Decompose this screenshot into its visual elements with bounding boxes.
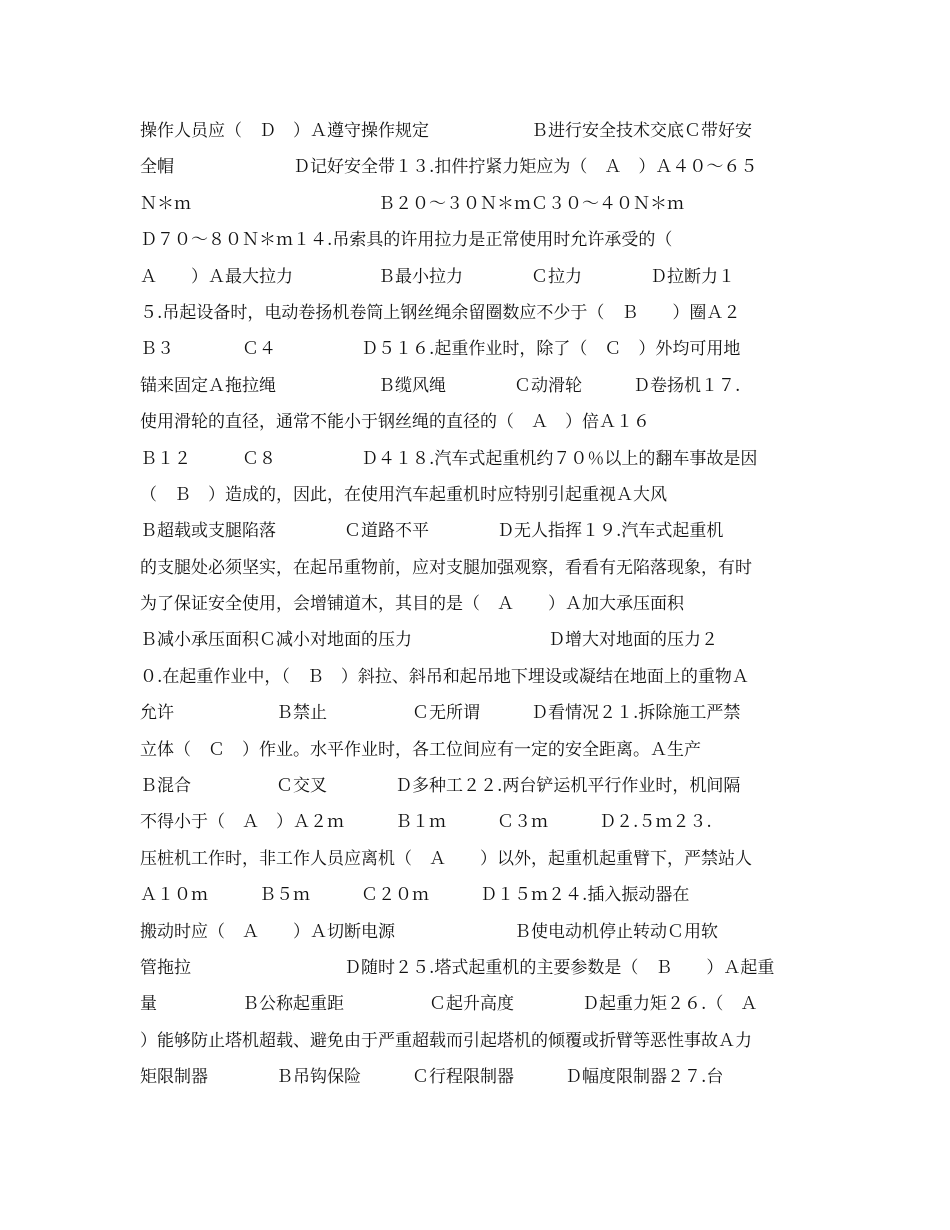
text-line: 操作人员应（ Ｄ ）Ａ遵守操作规定 Ｂ进行安全技术交底Ｃ带好安 — [140, 121, 752, 141]
text-line: Ｂ混合 Ｃ交叉 Ｄ多种工２２.两台铲运机平行作业时，机间隔 — [140, 776, 741, 797]
text-line: 立体（ Ｃ ）作业。水平作业时，各工位间应有一定的安全距离。Ａ生产 — [140, 739, 701, 760]
text-line: Ｂ１２ Ｃ８ Ｄ４１８.汽车式起重机约７０％以上的翻车事故是因 — [140, 448, 758, 469]
text-line: 压桩机工作时，非工作人员应离机（ Ａ ）以外，起重机起重臂下，严禁站人 — [140, 848, 752, 869]
text-line: ）能够防止塔机超载、避免由于严重超载而引起塔机的倾覆或折臂等恶性事故Ａ力 — [140, 1030, 752, 1051]
text-line: Ｄ７０～８０Ｎ＊ｍ１４.吊索具的许用拉力是正常使用时允许承受的（ — [140, 230, 673, 251]
text-line: 全帽 Ｄ记好安全带１３.扣件拧紧力矩应为（ Ａ ）Ａ４０～６５ — [140, 157, 758, 178]
text-line: 的支腿处必须坚实，在起吊重物前，应对支腿加强观察，看看有无陷落现象，有时 — [140, 557, 752, 578]
text-line: Ｎ＊ｍ Ｂ２０～３０Ｎ＊ｍＣ３０～４０Ｎ＊ｍ — [140, 193, 684, 214]
text-line: ０.在起重作业中，（ Ｂ ）斜拉、斜吊和起吊地下埋设或凝结在地面上的重物Ａ — [140, 666, 749, 687]
text-line: Ａ ）Ａ最大拉力 Ｂ最小拉力 Ｃ拉力 Ｄ拉断力１ — [140, 266, 735, 287]
text-line: （ Ｂ ）造成的，因此，在使用汽车起重机时应特别引起重视Ａ大风 — [140, 484, 667, 505]
document-body — [140, 113, 810, 1096]
text-line: 矩限制器 Ｂ吊钩保险 Ｃ行程限制器 Ｄ幅度限制器２７.台 — [140, 1067, 724, 1088]
text-line: 为了保证安全使用，会增铺道木，其目的是（ Ａ ）Ａ加大承压面积 — [140, 594, 684, 615]
text-line: 使用滑轮的直径，通常不能小于钢丝绳的直径的（ Ａ ）倍Ａ１６ — [140, 412, 650, 433]
text-line: Ｂ超载或支腿陷落 Ｃ道路不平 Ｄ无人指挥１９.汽车式起重机 — [140, 521, 724, 542]
text-line: 搬动时应（ Ａ ）Ａ切断电源 Ｂ使电动机停止转动Ｃ用软 — [140, 921, 718, 942]
text-line: 不得小于（ Ａ ）Ａ２ｍ Ｂ１ｍ Ｃ３ｍ Ｄ２.５ｍ２３. — [140, 812, 712, 833]
text-line: ５.吊起设备时，电动卷扬机卷筒上钢丝绳余留圈数应不少于（ Ｂ ）圈Ａ２ — [140, 302, 741, 323]
text-line: 管拖拉 Ｄ随时２５.塔式起重机的主要参数是（ Ｂ ）Ａ起重 — [140, 957, 775, 978]
text-line: Ｂ减小承压面积Ｃ减小对地面的压力 Ｄ增大对地面的压力２ — [140, 630, 718, 651]
text-line: Ｂ３ Ｃ４ Ｄ５１６.起重作业时，除了（ Ｃ ）外均可用地 — [140, 339, 741, 360]
text-line: 锚来固定Ａ拖拉绳 Ｂ缆风绳 Ｃ动滑轮 Ｄ卷扬机１７. — [140, 375, 741, 396]
text-line: 量 Ｂ公称起重距 Ｃ起升高度 Ｄ起重力矩２６.（ Ａ — [140, 994, 758, 1015]
text-line: 允许 Ｂ禁止 Ｃ无所谓 Ｄ看情况２１.拆除施工严禁 — [140, 703, 741, 724]
text-line: Ａ１０ｍ Ｂ５ｍ Ｃ２０ｍ Ｄ１５ｍ２４.插入振动器在 — [140, 885, 690, 906]
